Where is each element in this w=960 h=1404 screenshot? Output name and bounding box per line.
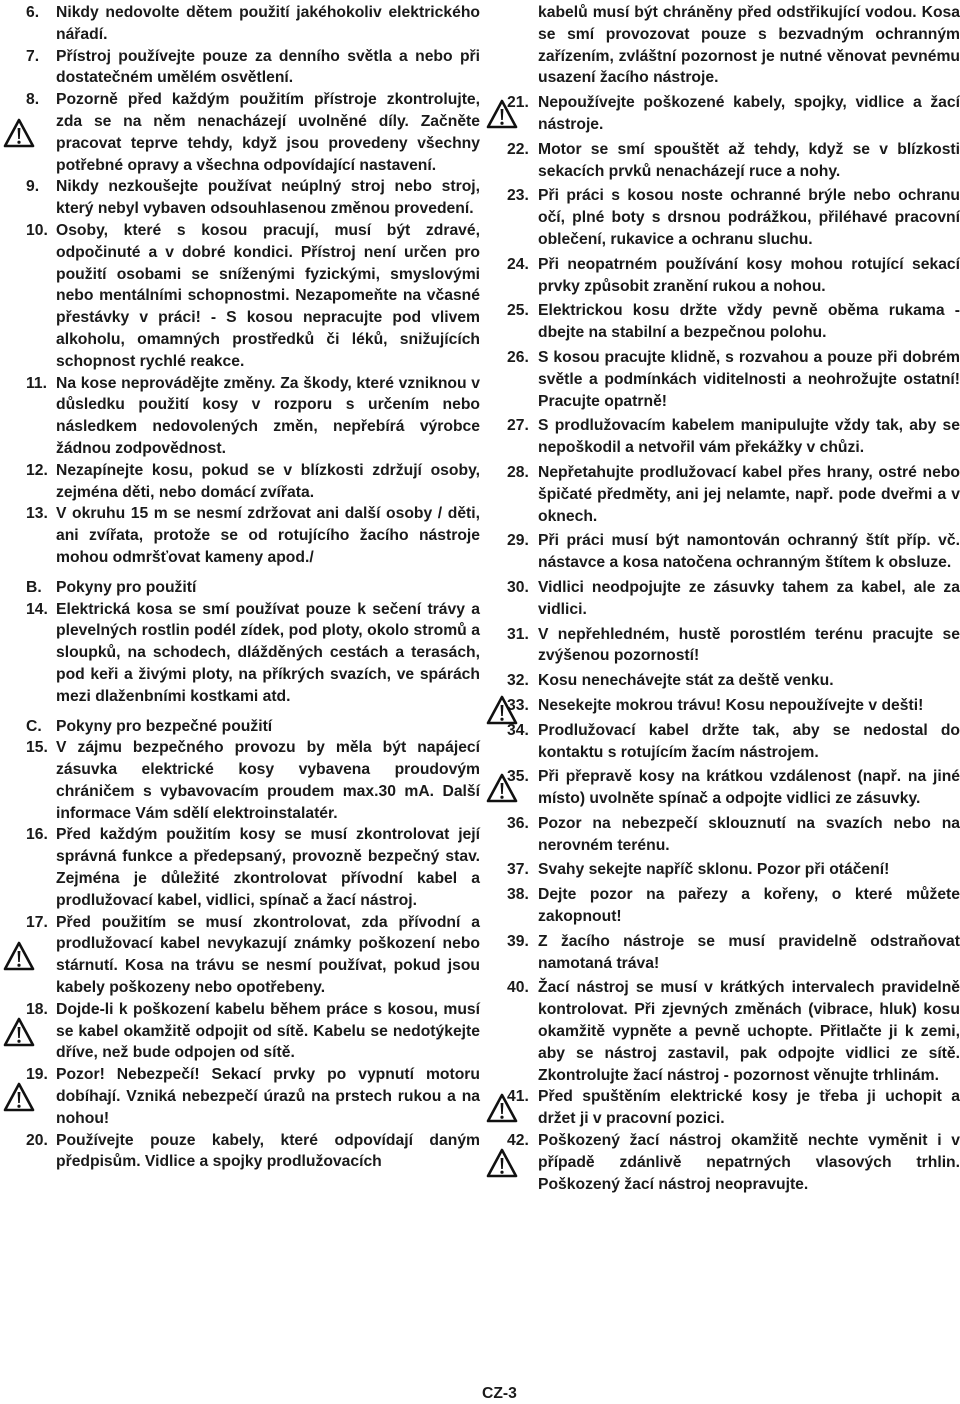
item-text: Kosu nenechávejte stát za deště venku.: [538, 672, 834, 690]
warning-triangle-icon: [3, 1017, 35, 1047]
item-number: 17.: [26, 913, 48, 931]
item-text: Dejte pozor na pařezy a kořeny, o které můžete zakopnout!: [538, 886, 960, 926]
list-item: [0, 176, 480, 220]
list-item: [505, 347, 960, 412]
right-column: [505, 2, 960, 1195]
item-number: 31.: [507, 625, 529, 643]
list-item: [505, 670, 960, 692]
item-text: Nepoužívejte poškozené kabely, spojky, vidlice a žací nástroje.: [538, 94, 960, 133]
list-item: [0, 737, 480, 824]
item-text: S kosou pracujte klidně, s rozvahou a pouze při dobrém světle a podmínkách viditelnosti a neohrožujte ostatní! Pracujte opatrně!: [538, 348, 960, 410]
item-number: 9.: [26, 178, 40, 196]
item-number: 36.: [507, 814, 529, 832]
list-item: [0, 2, 480, 46]
list-item: [505, 462, 960, 527]
item-text: Z žacího nástroje se musí pravidelně odstraňovat namotaná tráva!: [538, 932, 960, 972]
item-number: 22.: [507, 140, 529, 158]
list-item: [0, 577, 480, 599]
list-item: [505, 931, 960, 975]
list-item: [505, 859, 960, 881]
warning-triangle-icon: [3, 941, 35, 971]
item-number: 30.: [507, 578, 529, 596]
item-text: Motor se smí spouštět až tehdy, když se v blízkosti sekacích prvků nenacházejí ruce a nohy.: [538, 140, 960, 180]
item-text: Vidlici neodpojujte ze zásuvky tahem za kabel, ale za vidlici.: [538, 578, 960, 618]
item-number: 25.: [507, 302, 529, 320]
warning-triangle-icon: [486, 1148, 518, 1178]
item-number: 21.: [507, 94, 529, 112]
item-text: Přístroj používejte pouze za denního světla a nebo při dostatečném umělém osvětlení.: [56, 47, 480, 87]
list-item: [505, 884, 960, 928]
item-text: Nikdy nezkoušejte používat neúplný stroj nebo stroj, který nebyl vybaven odsouhlasenou změnou provedení.: [56, 178, 480, 218]
item-number: B.: [26, 578, 42, 596]
item-number: 33.: [507, 696, 529, 714]
list-item: [0, 220, 480, 373]
list-item: [0, 46, 480, 90]
item-text: Při neopatrném používání kosy mohou rotující sekací prvky způsobit zranění rukou a nohou.: [538, 255, 960, 295]
item-text: Pokyny pro použití: [56, 578, 197, 596]
item-text: Pozor na nebezpečí sklouznutí na svazích nebo na nerovném terénu.: [538, 814, 960, 854]
item-number: 12.: [26, 461, 48, 479]
item-text: Pokyny pro bezpečné použití: [56, 717, 273, 735]
list-item: [0, 716, 480, 738]
left-column: [0, 2, 480, 1173]
item-text: Nikdy nedovolte dětem použití jakéhokoliv elektrického nářadí.: [56, 4, 480, 43]
item-text: Pozorně před každým použitím přístroje zkontrolujte, zda se na něm nenacházejí uvolněné díly. Začněte pracovat teprve tehdy, když jsou provedeny všechny potřebné opravy a všechna odpovídající nastavení.: [56, 91, 480, 174]
item-text: Před každým použitím kosy se musí zkontrolovat její správná funkce a předepsaný, provozně bezpečný stav. Zejména je důležité zkontrolovat přívodní kabel a prodlužovací kabel, vidlici, spínač a žací nástroj.: [56, 826, 480, 909]
item-number: 29.: [507, 532, 529, 550]
warning-triangle-icon: [486, 1093, 518, 1123]
list-item: [505, 695, 960, 717]
item-text: Prodlužovací kabel držte tak, aby se nedostal do kontaktu s rotujícím žacím nástrojem.: [538, 721, 960, 761]
item-text: Používejte pouze kabely, které odpovídají daným předpisům. Vidlice a spojky prodlužovacích: [56, 1131, 480, 1171]
list-item: [0, 599, 480, 708]
item-text: S prodlužovacím kabelem manipulujte vždy tak, aby se nepoškodil a netvořil vám překážky v chůzi.: [538, 417, 960, 457]
item-text: Svahy sekejte napříč sklonu. Pozor při otáčení!: [538, 861, 890, 879]
list-item: [505, 977, 960, 1086]
item-number: 40.: [507, 979, 529, 997]
item-number: 37.: [507, 861, 529, 879]
item-number: 13.: [26, 505, 48, 523]
item-number: 34.: [507, 721, 529, 739]
warning-triangle-icon: [486, 99, 518, 129]
list-item: [505, 254, 960, 298]
item-text: Při práci musí být namontován ochranný štít příp. vč. nástavce a kosa natočena ochranným štítem k obsluze.: [538, 532, 960, 572]
item-number: 14.: [26, 600, 48, 618]
list-item: [0, 89, 480, 176]
list-item: [505, 1130, 960, 1195]
item-text: V nepřehledném, hustě porostlém terénu pracujte se zvýšenou pozorností!: [538, 625, 960, 665]
list-item: [0, 824, 480, 911]
warning-triangle-icon: [486, 773, 518, 803]
item-number: 42.: [507, 1132, 529, 1150]
item-number: 20.: [26, 1131, 48, 1149]
item-text: Elektrickou kosu držte vždy pevně oběma rukama - dbejte na stabilní a bezpečnou polohu.: [538, 302, 960, 342]
list-item: [505, 624, 960, 668]
item-text: Poškozený žací nástroj okamžitě nechte vyměnit i v případě zdánlivě nepatrných vlasových trhlin. Poškozený žací nástroj neopravujte.: [538, 1132, 960, 1193]
list-item: [505, 415, 960, 459]
list-item: [505, 2, 960, 89]
list-item: [505, 577, 960, 621]
list-item: [0, 912, 480, 999]
item-text: Na kose neprovádějte změny. Za škody, které vzniknou v důsledku použití kosy v rozporu s určením nebo následkem nedovolených změn, nepřebírá výrobce žádnou zodpovědnost.: [56, 374, 480, 457]
warning-triangle-icon: [3, 118, 35, 148]
item-text: Před použitím se musí zkontrolovat, zda přívodní a prodlužovací kabel nevykazují známky poškození nebo stárnutí. Kosa na trávu se nesmí používat, pokud jsou kabely poškozeny nebo opotřebeny.: [56, 913, 480, 997]
item-number: 39.: [507, 932, 529, 950]
item-text: Při přepravě kosy na krátkou vzdálenost (např. na jiné místo) uvolněte spínač a odpojte vidlici ze zásuvky.: [538, 768, 960, 808]
item-number: 32.: [507, 672, 529, 690]
item-number: 11.: [26, 374, 47, 392]
item-text: Žací nástroj se musí v krátkých intervalech pravidelně kontrolovat. Při zjevných změnách (vibrace, hluk) kosu okamžitě vypněte a pevně uchopte. Přitlačte ji k zemi, aby se nástroj zastavil, pak odpojte vidlici ze sítě. Zkontrolujte žací nástroj - pozornost věnujte trhlinám.: [538, 979, 960, 1084]
item-text: Před spuštěním elektrické kosy je třeba ji uchopit a držet ji v pracovní pozici.: [538, 1088, 960, 1128]
item-number: 41.: [507, 1088, 529, 1106]
list-item: [505, 92, 960, 136]
list-item: [505, 530, 960, 574]
list-item: [505, 766, 960, 810]
list-item: [0, 503, 480, 568]
item-text: Pozor! Nebezpečí! Sekací prvky po vypnutí motoru dobíhají. Vzniká nebezpečí úrazů na prstech rukou a na nohou!: [56, 1066, 480, 1127]
item-number: 28.: [507, 463, 529, 481]
list-item: [0, 373, 480, 460]
list-item: [505, 720, 960, 764]
list-item: [505, 1086, 960, 1130]
item-text: Osoby, které s kosou pracují, musí být zdravé, odpočinuté a v dobré kondici. Přístroj není určen pro použití osobami se sníženými fyzickými, smyslovými nebo mentálními schopnostmi. Nezapomeňte na včasné přestávky v práci! - S kosou nepracujte pod vlivem alkoholu, omamných prostředků či léků, snižujících schopnost rychlé reakce.: [56, 221, 480, 370]
item-number: 15.: [26, 739, 48, 757]
item-text: Nepřetahujte prodlužovací kabel přes hrany, ostré nebo špičaté předměty, ani jej nelamte, např. pode dveřmi a v oknech.: [538, 463, 960, 525]
item-text: Nezapínejte kosu, pokud se v blízkosti zdržují osoby, zejména děti, nebo domácí zvířata.: [56, 461, 480, 501]
item-number: 18.: [26, 1000, 48, 1018]
item-text: V zájmu bezpečného provozu by měla být napájecí zásuvka elektrické kosy vybavena proudovým chráničem s vybavovacím proudem max.30 mA. Další informace Vám sdělí elektroinstalatér.: [56, 739, 480, 822]
list-item: [0, 999, 480, 1064]
list-item: [505, 813, 960, 857]
item-text: Dojde-li k poškození kabelu během práce s kosou, musí se kabel okamžitě odpojit od sítě. Kabelu se nedotýkejte dříve, než bude odpojen od sítě.: [56, 1000, 480, 1062]
item-number: 7.: [26, 47, 40, 65]
list-item: [0, 1130, 480, 1174]
item-number: C.: [26, 717, 42, 735]
page-number: CZ-3: [482, 1385, 517, 1402]
list-item: [505, 139, 960, 183]
item-number: 35.: [507, 768, 529, 786]
item-text: Nesekejte mokrou trávu! Kosu nepoužívejte v dešti!: [538, 696, 924, 714]
item-number: 10.: [26, 221, 48, 239]
list-item: [505, 185, 960, 250]
list-item: [505, 300, 960, 344]
item-number: 24.: [507, 255, 529, 273]
item-number: 8.: [26, 91, 40, 109]
item-text: V okruhu 15 m se nesmí zdržovat ani další osoby / děti, ani zvířata, protože se od rotujícího žacího nástroje mohou odmršťovat kameny apod./: [56, 505, 480, 566]
item-number: 23.: [507, 187, 529, 205]
list-item: [0, 1064, 480, 1129]
item-number: 27.: [507, 417, 529, 435]
item-text: kabelů musí být chráněny před odstřikující vodou. Kosa se smí provozovat pouze s bezvadným ochranným zařízením, zvláštní pozornost je nutné věnovat pevnému usazení žacího nástroje.: [538, 4, 960, 87]
item-number: 38.: [507, 886, 529, 904]
item-text: Při práci s kosou noste ochranné brýle nebo ochranu očí, plné boty s drsnou podrážkou, přiléhavé pracovní oblečení, rukavice a ochranu sluchu.: [538, 187, 960, 248]
item-number: 6.: [26, 4, 40, 21]
item-number: 26.: [507, 348, 529, 366]
list-item: [0, 460, 480, 504]
item-text: Elektrická kosa se smí používat pouze k sečení trávy a plevelných rostlin podél zídek, pod ploty, okolo stromů a sloupků, na schodech, dlážděných cestách a terasách, pod keři a živými ploty, na příkrých svazích, ve spárách mezi dlaženbními kostkami atd.: [56, 600, 480, 705]
warning-triangle-icon: [3, 1082, 35, 1112]
item-number: 19.: [26, 1066, 48, 1084]
item-number: 16.: [26, 826, 48, 844]
